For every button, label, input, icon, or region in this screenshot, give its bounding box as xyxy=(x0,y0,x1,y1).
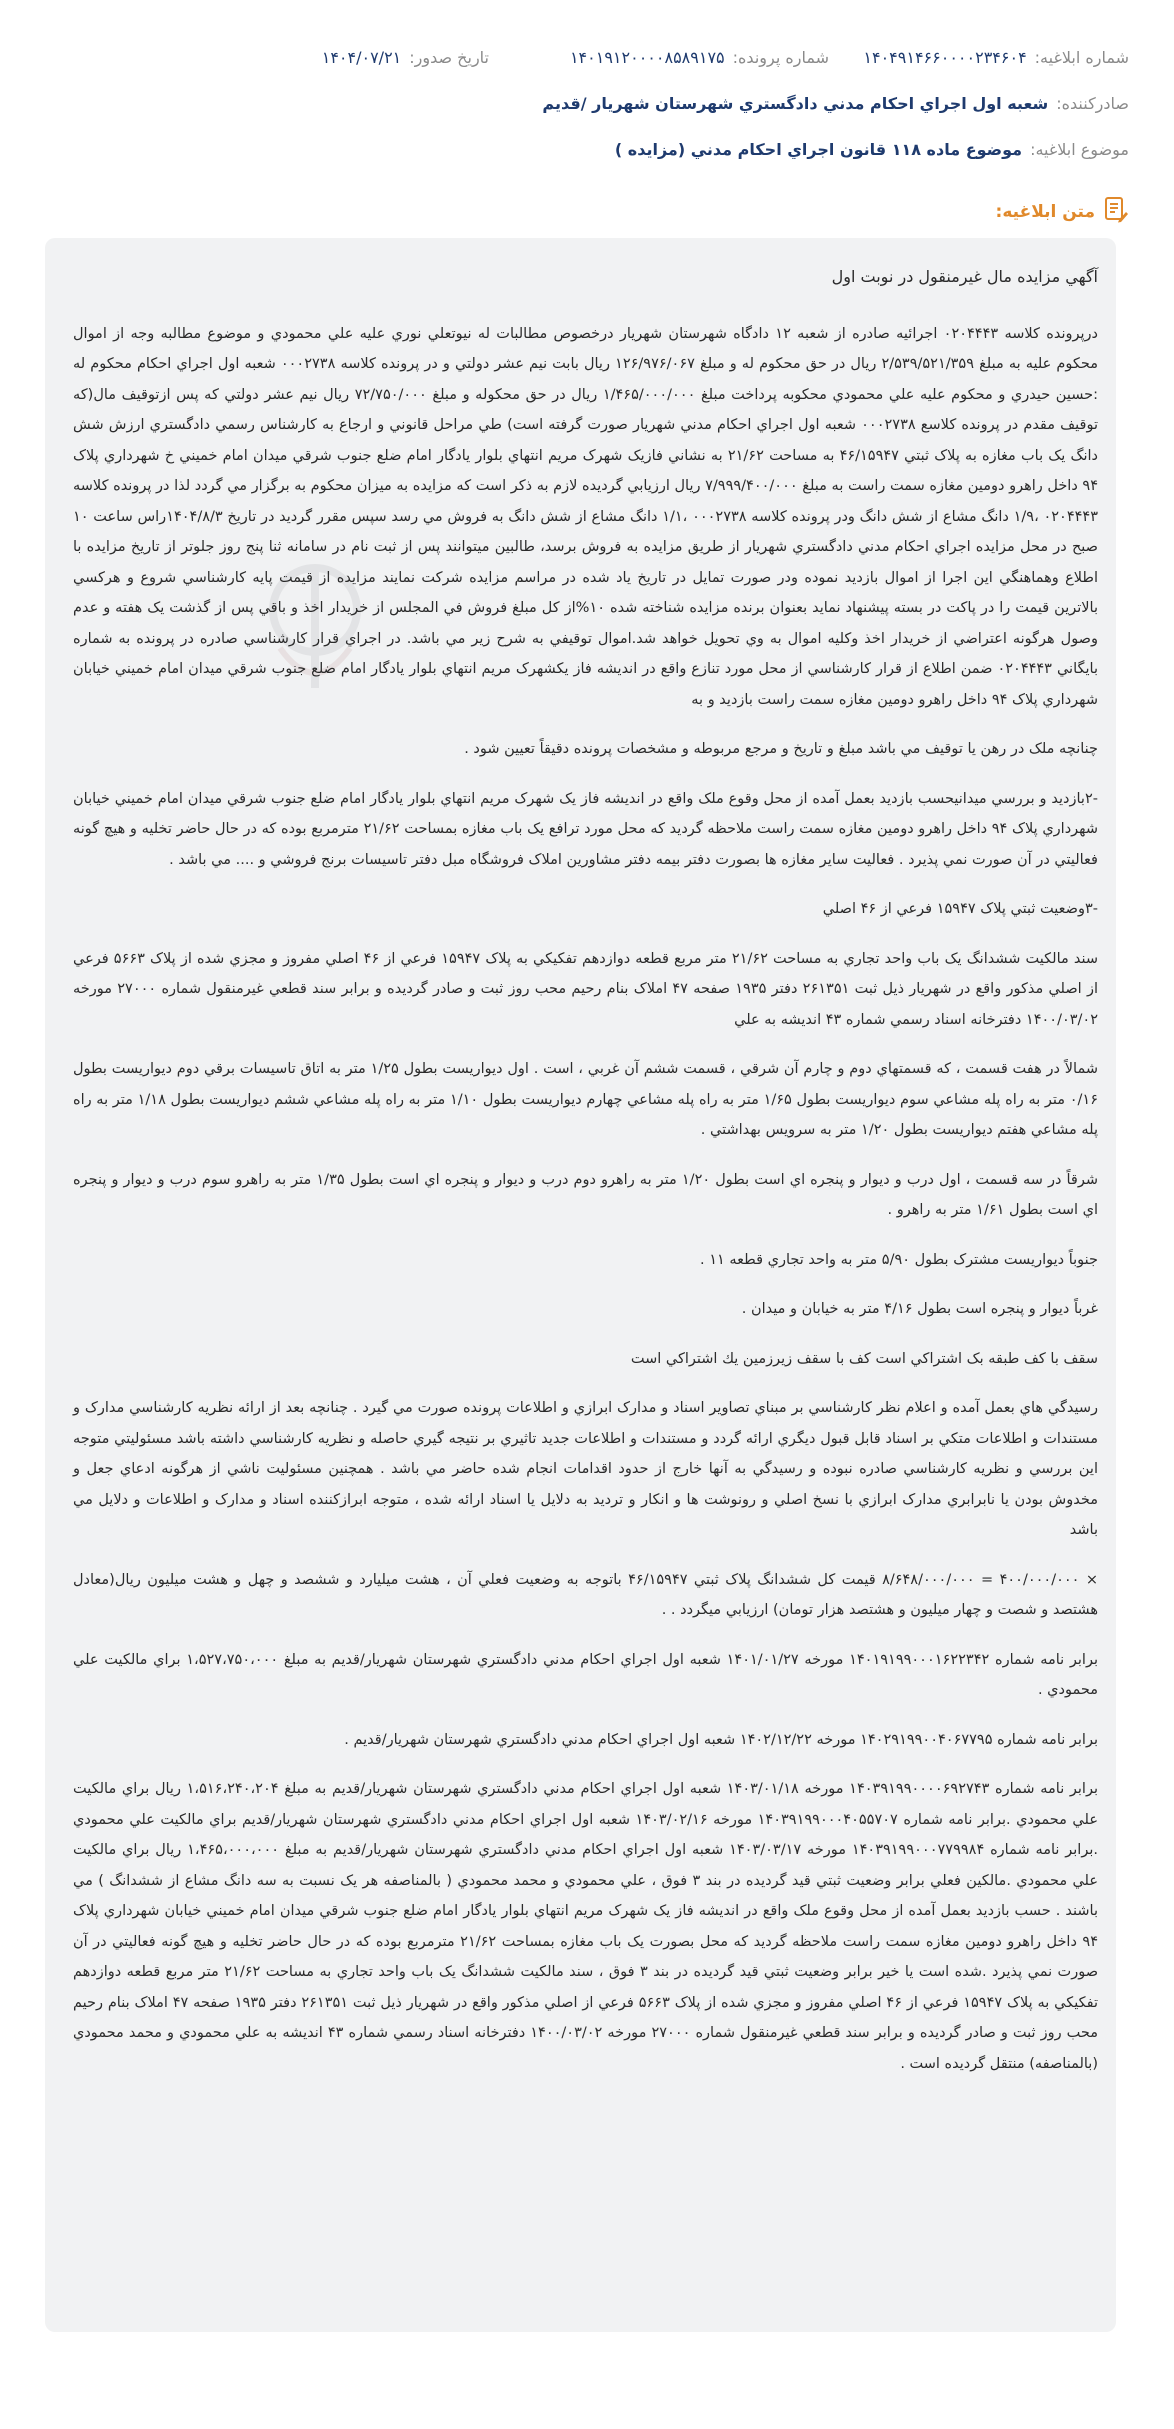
notice-paragraph: شرقاً در سه قسمت ، اول درب و ديوار و پنجره اي است بطول ۱/۲۰ متر به راهرو دوم درب و ديوار و پنجره اي است بطول ۱/۳۵ متر به راهرو سوم درب و ديوار و پنجره اي است بطول ۱/۶۱ متر به راهرو . xyxy=(73,1171,1099,1218)
notice-number-label: شماره ابلاغیه: xyxy=(1034,48,1129,67)
notice-paragraph: سند مالکيت ششدانگ يک باب واحد تجاري به مساحت ۲۱/۶۲ متر مربع قطعه دوازدهم تفکيکي به پلاک ۱۵۹۴۷ فرعي از ۴۶ اصلي مفروز و مجزي شده از پلاک ۵۶۶۳ فرعي از اصلي مذکور واقع در شهريار ذيل ثبت ۲۶۱۳۵۱ دفتر ۱۹۳۵ صفحه ۴۷ املاک بنام رحيم محب روز ثبت و صادر گرديده و برابر سند قطعي غيرمنقول شماره ۲۷۰۰۰ مورخه ۱۴۰۰/۰۳/۰۲ دفترخانه اسناد رسمي شماره ۴۳ انديشه به علي xyxy=(73,950,1099,1028)
notice-number-value: ۱۴۰۴۹۱۴۶۶۰۰۰۰۲۳۴۶۰۴ xyxy=(863,48,1027,67)
issue-date-value: ۱۴۰۴/۰۷/۲۱ xyxy=(321,48,402,67)
subject-label: موضوع ابلاغیه: xyxy=(1030,140,1129,159)
notice-headline: آگهي مزايده مال غيرمنقول در نوبت اول xyxy=(831,267,1098,286)
notice-paragraph: رسيدگي هاي بعمل آمده و اعلام نظر کارشناسي بر مبناي تصاوير اسناد و مدارک ابرازي و اطلاعات پرونده صورت مي گيرد . چنانچه بعد از ارائه نظريه کارشناسي مدارک و مستندات و اطلاعات متکي بر اسناد قابل قبول ديگري ارائه گردد و مستندات و اطلاعات جديد تاثيري بر نتيجه گيري حاصله و نظريه کارشناسي داشته باشد مسئوليتي متوجه اين بررسي و نظريه کارشناسي صادره نبوده و رسيدگي به آنها خارج از حدود اقدامات انجام شده حاضر مي باشد . همچنين مسئوليت ناشي از هرگونه ادعاي جعل و مخدوش بودن يا نابرابري مدارک ابرازي با نسخ اصلي و رونوشت ها و انکار و ترديد به دلايل يا اسناد ارائه شده ، متوجه ابرازکننده اسناد و مدارک و اطلاعات و دلايل مي باشد xyxy=(73,1400,1098,1538)
issuer-label: صادرکننده: xyxy=(1056,94,1129,113)
issue-date-label: تاریخ صدور: xyxy=(409,48,489,67)
notice-paragraph: درپرونده کلاسه ۰۲۰۴۴۴۳ اجرائيه صادره از شعبه ۱۲ دادگاه شهرستان شهريار درخصوص مطالبات له نيوتعلي نوري عليه علي محمودي و موضوع مطالبه وجه از اموال محکوم عليه به مبلغ ۲/۵۳۹/۵۲۱/۳۵۹ ريال در حق محکوم له و مبلغ ۱۲۶/۹۷۶/۰۶۷ ريال بابت نيم عشر دولتي و در پرونده کلاسه ۰۰۰۲۷۳۸ شعبه اول اجراي احکام محکوم له :حسين حيدري و محکوم عليه علي محمودي محکوبه پرداخت مبلغ ۱/۴۶۵/۰۰۰/۰۰۰ ريال در حق محکوله و مبلغ ۷۲/۷۵۰/۰۰۰ ريال نيم عشر دولتي که پس ازتوقيف مال(که توقيف مقدم در پرونده کلاسع ۰۰۰۲۷۳۸ شعبه اول اجراي احکام مدني شهريار صورت گرفته است) طي مراحل قانوني و ارجاع به کارشناس رسمي دادگستري ارزش شش دانگ يک باب مغازه به پلاک ثبتي ۴۶/۱۵۹۴۷ به مساحت ۲۱/۶۲ به نشاني فازيک شهرک مريم انتهاي بلوار يادگار امام ضلع جنوب شرقي ميدان امام خميني خ شهرداري پلاک ۹۴ داخل راهرو دومين مغازه سمت راست به مبلغ ۷/۹۹۹/۴۰۰/۰۰۰ ريال ارزيابي گرديده لازم به ذکر است که مزايده به ميزان محکوم به برگزار مي گردد لذا در پرونده کلاسه ۰۲۰۴۴۴۳ ،۱/۹ دانگ مشاع از شش دانگ ودر پرونده کلاسه ۰۰۰۲۷۳۸ ،۱/۱ دانگ مشاع از شش دانگ به فروش مي رسد سپس مقرر گرديد در تاريخ ۱۴۰۴/۸/۳راس ساعت ۱۰ صبح در محل مزايده اجراي احکام مدني دادگستري شهريار از طريق مزايده به فروش برسد، طالبين ميتوانند پس از ثبت نام در سامانه ثنا پنج روز جلوتر از تاريخ مزايده با اطلاع وهماهنگي اين اجرا از اموال بازديد نموده ودر صورت تمايل در تاريخ ياد شده در مراسم مزايده شرکت نمايند مزايده از قيمت پايه کارشناسي شروع و هرکسي بالاترين قيمت را در پاکت در بسته پيشنهاد نمايد بعنوان برنده مزايده شناخته شده ۱۰%از کل مبلغ فروش في المجلس از خريدار اخذ و باقي پس از گذشت يک هفته و عدم وصول هرگونه اعتراضي از خريدار اخذ وکليه اموال به وي تحويل خواهد شد.اموال توقيفي به شرح زير مي باشد. در اجراي قرار کارشناسي صادره در پرونده به شماره بايگاني ۰۲۰۴۴۴۳ ضمن اطلاع از قرار کارشناسي از محل مورد تنازع واقع در انديشه فاز يکشهرک مريم انتهاي بلوار يادگار امام ضلع جنوب شرقي ميدان امام خميني خيابان شهرداري پلاک ۹۴ داخل راهرو دومين مغازه سمت راست بازديد و به xyxy=(73,325,1099,708)
subject xyxy=(615,140,1129,159)
notice-paragraph: شمالاً در هفت قسمت ، که قسمتهاي دوم و چارم آن شرقي ، قسمت ششم آن غربي ، است . اول ديواريست بطول ۱/۲۵ متر به اتاق تاسيسات برقي دوم ديواريست بطول ۰/۱۶ متر به راه پله مشاعي سوم ديواريست بطول ۱/۶۵ متر به راه پله مشاعي چهارم ديواريست بطول ۱/۱۰ متر به راه پله مشاعي ششم ديواريست بطول ۱/۱۸ متر به راه پله مشاعي هفتم ديواريست بطول ۱/۲۰ متر به سرويس بهداشتي . xyxy=(73,1061,1098,1138)
notice-paragraph: برابر نامه شماره ۱۴۰۱۹۱۹۹۰۰۰۱۶۲۲۳۴۲ مورخه ۱۴۰۱/۰۱/۲۷ شعبه اول اجراي احکام مدني دادگستري شهرستان شهريار/قديم به مبلغ ۱،۵۲۷،۷۵۰،۰۰۰ براي مالکيت علي محمودي . xyxy=(73,1651,1098,1698)
meta-row-issuer xyxy=(45,94,1129,140)
notice-paragraph: غرباً ديوار و پنجره است بطول ۴/۱۶ متر به خيابان و ميدان . xyxy=(741,1301,1098,1317)
issue-date xyxy=(322,48,489,67)
notice-number xyxy=(829,48,1129,67)
notice-metadata xyxy=(45,48,1129,186)
subject-value: موضوع ماده ۱۱۸ قانون اجراي احکام مدني (مزايده ) xyxy=(614,140,1023,159)
notice-body-card xyxy=(45,238,1116,2332)
notice-paragraph: برابر نامه شماره ۱۴۰۳۹۱۹۹۰۰۰۰۶۹۲۷۴۳ مورخه ۱۴۰۳/۰۱/۱۸ شعبه اول اجراي احکام مدني دادگستري شهرستان شهريار/قديم به مبلغ ۱،۵۱۶،۲۴۰،۲۰۴ ريال براي مالکيت علي محمودي .برابر نامه شماره ۱۴۰۳۹۱۹۹۰۰۰۴۰۵۵۷۰۷ مورخه ۱۴۰۳/۰۲/۱۶ شعبه اول اجراي احکام مدني دادگستري شهرستان شهريار/قديم براي مالکيت علي محمودي .برابر نامه شماره ۱۴۰۳۹۱۹۹۰۰۰۷۷۹۹۸۴ مورخه ۱۴۰۳/۰۳/۱۷ شعبه اول اجراي احکام مدني دادگستري شهرستان شهريار/قديم به مبلغ ۱،۴۶۵،۰۰۰،۰۰۰ ريال براي مالکيت علي محمودي .مالکين فعلي برابر وضعيت ثبتي قيد گرديده در بند ۳ فوق ، علي محمودي و محمد محمودي ( بالمناصفه هر يک نسبت به سه دانگ مشاع از ششدانگ ) مي باشند . حسب بازديد بعمل آمده از محل وقوع ملک واقع در انديشه فاز يک شهرک مريم انتهاي بلوار يادگار امام ضلع جنوب شرقي ميدان امام خميني خيابان شهرداري پلاک ۹۴ داخل راهرو دومين مغازه سمت راست ملاحظه گرديد که محل بصورت يک باب مغازه بمساحت ۲۱/۶۲ مترمربع بوده که در حال حاضر تخليه و هيچ گونه فعاليتي در آن صورت نمي پذيرد .شده است يا خير برابر وضعيت ثبتي قيد گرديده در بند ۳ فوق ، سند مالکيت ششدانگ يک باب واحد تجاري به مساحت ۲۱/۶۲ متر مربع قطعه دوازدهم تفکيکي به پلاک ۱۵۹۴۷ فرعي از ۴۶ اصلي مفروز و مجزي شده از پلاک ۵۶۶۳ فرعي از اصلي مذکور واقع در شهريار ذيل ثبت ۲۶۱۳۵۱ دفتر ۱۹۳۵ صفحه ۴۷ املاک بنام رحيم محب روز ثبت و صادر گرديده و برابر سند قطعي غيرمنقول شماره ۲۷۰۰۰ مورخه ۱۴۰۰/۰۳/۰۲ دفترخانه اسناد رسمي شماره ۴۳ انديشه به علي محمودي و محمد محمودي (بالمناصفه) منتقل گرديده است . xyxy=(73,1781,1099,2072)
file-number-label: شماره پرونده: xyxy=(732,48,829,67)
notice-text-heading xyxy=(996,196,1129,228)
notice-paragraph: جنوباً ديواريست مشترک بطول ۵/۹۰ متر به واحد تجاري قطعه ۱۱ . xyxy=(700,1251,1098,1268)
meta-row-numbers xyxy=(45,48,1129,94)
issuer xyxy=(542,94,1129,113)
document-pen-icon xyxy=(1103,196,1129,228)
notice-body xyxy=(45,238,1116,2116)
notice-paragraph: × ۴۰۰/۰۰۰/۰۰۰ = ۸/۶۴۸/۰۰۰/۰۰۰ قيمت کل ششدانگ پلاک ثبتي ۴۶/۱۵۹۴۷ باتوجه به وضعيت فعلي آن ، هشت ميليارد و ششصد و چهل و هشت ميليون ريال(معادل هشتصد و شصت و چهار ميليون و هشتصد هزار تومان) ارزيابي ميگردد . . xyxy=(73,1571,1099,1618)
notice-paragraph: -۲بازديد و بررسي ميدانيحسب بازديد بعمل آمده از محل وقوع ملک واقع در انديشه فاز يک شهرک مريم انتهاي بلوار يادگار امام ضلع جنوب شرقي ميدان امام خميني خيابان شهرداري پلاک ۹۴ داخل راهرو دومين مغازه سمت راست ملاحظه گرديد که محل مورد ترافع يک باب مغازه بمساحت ۲۱/۶۲ مترمربع بوده که در حال حاضر تخليه و هيچ گونه فعاليتي در آن صورت نمي پذيرد . فعاليت ساير مغازه ها بصورت دفتر بيمه دفتر مشاورين املاک فروشگاه مبل دفتر تاسيسات برنج فروشي و .... مي باشد . xyxy=(73,790,1098,868)
issuer-value: شعبه اول اجراي احکام مدني دادگستري شهرستان شهريار /قديم xyxy=(542,94,1049,113)
file-number-value: ۱۴۰۱۹۱۲۰۰۰۰۸۵۸۹۱۷۵ xyxy=(569,48,725,67)
notice-text-title: متن ابلاغیه: xyxy=(995,202,1095,222)
notice-paragraph: -۳وضعيت ثبتي پلاک ۱۵۹۴۷ فرعي از ۴۶ اصلي xyxy=(822,901,1098,917)
notice-paragraph: برابر نامه شماره ۱۴۰۲۹۱۹۹۰۰۴۰۶۷۷۹۵ مورخه ۱۴۰۲/۱۲/۲۲ شعبه اول اجراي احکام مدني دادگستري شهرستان شهريار/قديم . xyxy=(344,1731,1098,1748)
notice-paragraph: چنانچه ملک در رهن يا توقيف مي باشد مبلغ و تاريخ و مرجع مربوطه و مشخصات پرونده دقيقاً تعيين شود . xyxy=(464,741,1098,757)
meta-row-subject xyxy=(45,140,1129,186)
notice-paragraph: سقف با کف طبقه بک اشتراکي است کف با سقف زيرزمين يك اشتراکي است xyxy=(630,1350,1098,1367)
file-number xyxy=(489,48,829,67)
